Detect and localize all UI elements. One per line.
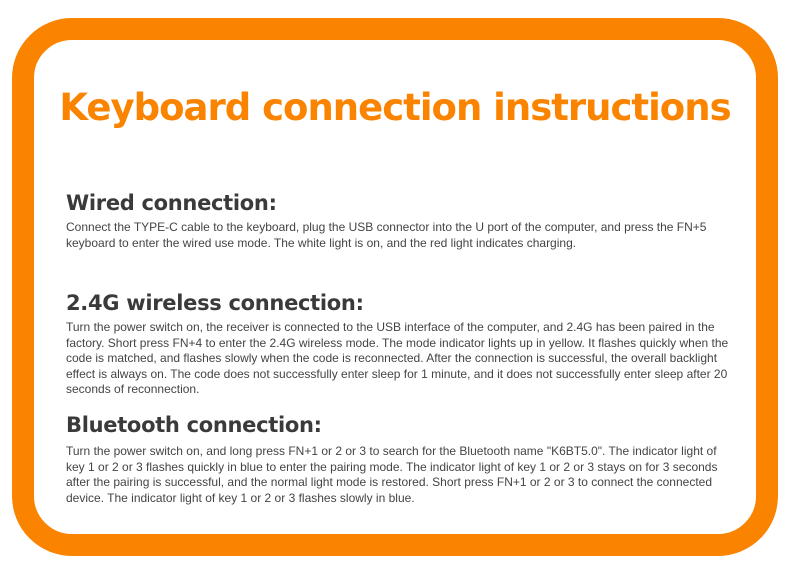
section-heading: Wired connection:	[66, 191, 277, 215]
section-bluetooth-connection	[66, 412, 736, 506]
section-wireless-connection	[66, 290, 736, 398]
section-wired-connection	[66, 190, 736, 251]
section-body: Turn the power switch on, and long press FN+1 or 2 or 3 to search for the Bluetooth name "K6BT5.0". The indicator light of key 1 or 2 or 3 flashes quickly in blue to enter the pairing mode. The indicator light of key 1 or 2 or 3 stays on for 3 seconds after the pairing is successful, and the normal light mode is restored. Short press FN+1 or 2 or 3 to connect the connected device. The indicator light of key 1 or 2 or 3 flashes slowly in blue.	[66, 444, 718, 505]
section-heading: Bluetooth connection:	[66, 413, 322, 437]
section-heading: 2.4G wireless connection:	[66, 291, 364, 315]
section-body: Connect the TYPE-C cable to the keyboard, plug the USB connector into the U port of the computer, and press the FN+5 keyboard to enter the wired use mode. The white light is on, and the red light indicates charging.	[66, 220, 707, 250]
section-body: Turn the power switch on, the receiver is connected to the USB interface of the computer, and 2.4G has been paired in the factory. Short press FN+4 to enter the 2.4G wireless mode. The mode indicator lights up in yellow. It flashes quickly when the code is matched, and flashes slowly when the code is reconnected. After the connection is successful, the overall backlight effect is always on. The code does not successfully enter sleep for 1 minute, and it does not successfully enter sleep after 20 seconds of reconnection.	[66, 320, 729, 396]
page-title: Keyboard connection instructions	[59, 86, 731, 129]
instructions-card	[12, 18, 778, 556]
